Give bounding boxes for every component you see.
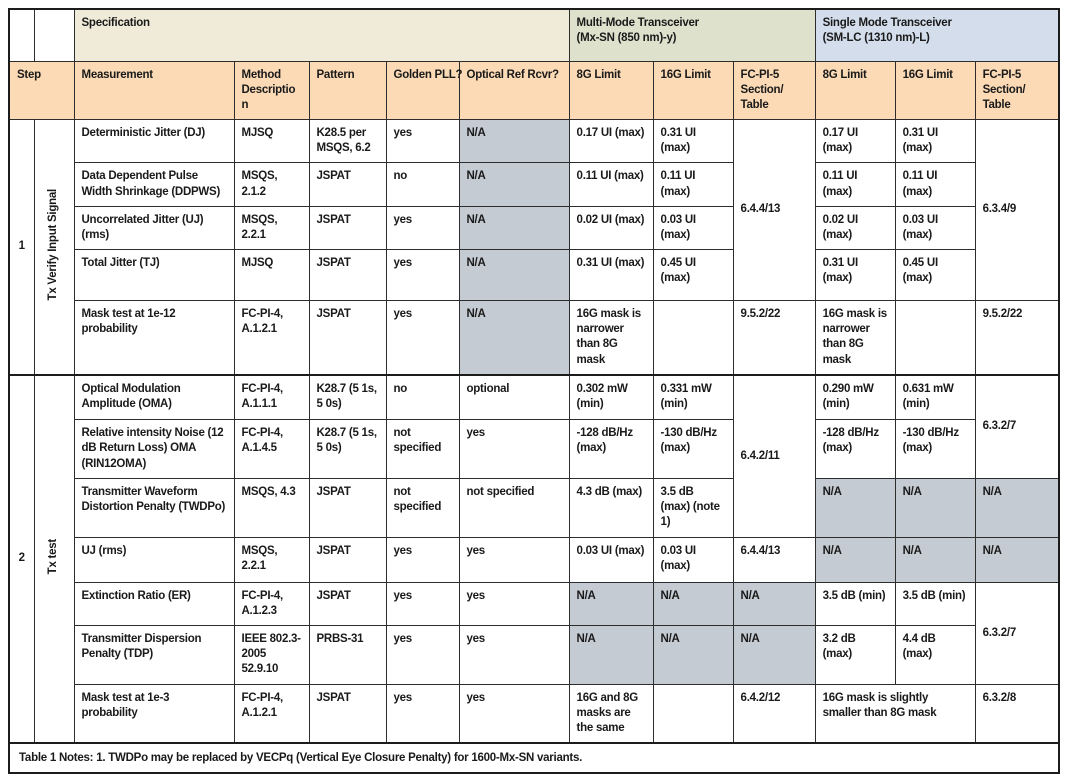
cell-sm-8g: 0.31 UI (max) <box>815 250 895 301</box>
cell-sm-16g <box>895 301 975 375</box>
cell-sm-16g: 0.31 UI (max) <box>895 120 975 163</box>
table-row <box>9 120 1059 163</box>
cell-mm-8g: 0.02 UI (max) <box>569 206 653 249</box>
cell-pattern: JSPAT <box>309 250 386 301</box>
corner-cell-sub <box>34 9 74 61</box>
cell-measurement: Uncorrelated Jitter (UJ) (rms) <box>74 206 234 249</box>
single-mode-group-header <box>815 9 1059 61</box>
cell-sm-limits-merged: 16G mask is slightly smaller than 8G mask <box>815 684 975 743</box>
multi-mode-group-header <box>569 9 815 61</box>
column-header-row <box>9 61 1059 120</box>
cell-mm-16g: 0.11 UI (max) <box>653 163 733 206</box>
cell-measurement: Extinction Ratio (ER) <box>74 582 234 625</box>
cell-sm-16g: 0.11 UI (max) <box>895 163 975 206</box>
cell-sm-8g: 16G mask is narrower than 8G mask <box>815 301 895 375</box>
cell-method: FC-PI-4, A.1.2.1 <box>234 301 309 375</box>
col-header-mm-fc: FC-PI-5 Section/ Table <box>733 61 815 120</box>
cell-mm-fc: 6.4.2/11 <box>733 375 815 538</box>
cell-mm-8g: 0.31 UI (max) <box>569 250 653 301</box>
table-row <box>9 537 1059 582</box>
cell-mm-8g: N/A <box>569 582 653 625</box>
cell-optical-ref: optional <box>459 375 569 420</box>
col-header-mm-16g: 16G Limit <box>653 61 733 120</box>
cell-mm-16g: -130 dB/Hz (max) <box>653 420 733 479</box>
cell-method: FC-PI-4, A.1.2.1 <box>234 684 309 743</box>
cell-pattern: JSPAT <box>309 163 386 206</box>
cell-sm-8g: -128 dB/Hz (max) <box>815 420 895 479</box>
cell-method: MSQS, 4.3 <box>234 478 309 537</box>
table-row <box>9 420 1059 479</box>
cell-sm-fc: N/A <box>975 537 1059 582</box>
col-header-method: Method Description <box>234 61 309 120</box>
cell-mm-fc: 9.5.2/22 <box>733 301 815 375</box>
cell-sm-8g: N/A <box>815 478 895 537</box>
cell-pattern: JSPAT <box>309 537 386 582</box>
step-number: 1 <box>9 120 34 375</box>
col-header-sm-8g: 8G Limit <box>815 61 895 120</box>
cell-sm-8g: 0.11 UI (max) <box>815 163 895 206</box>
cell-mm-8g: 16G mask is narrower than 8G mask <box>569 301 653 375</box>
cell-pattern: JSPAT <box>309 582 386 625</box>
col-header-optical-ref: Optical Ref Rcvr? <box>459 61 569 120</box>
cell-sm-16g: 4.4 dB (max) <box>895 626 975 685</box>
cell-mm-8g: N/A <box>569 626 653 685</box>
col-header-pattern: Pattern <box>309 61 386 120</box>
single-mode-title-line1: Single Mode Transceiver <box>822 17 952 29</box>
cell-mm-8g: 0.03 UI (max) <box>569 537 653 582</box>
cell-pattern: JSPAT <box>309 206 386 249</box>
cell-measurement: Relative intensity Noise (12 dB Return Loss) OMA (RIN12OMA) <box>74 420 234 479</box>
group-header-row <box>9 9 1059 61</box>
cell-mm-fc: N/A <box>733 626 815 685</box>
cell-sm-16g: N/A <box>895 478 975 537</box>
cell-sm-16g: 0.45 UI (max) <box>895 250 975 301</box>
cell-mm-16g: 3.5 dB (max) (note 1) <box>653 478 733 537</box>
cell-optical-ref: N/A <box>459 206 569 249</box>
cell-golden-pll: yes <box>386 626 459 685</box>
cell-sm-16g: -130 dB/Hz (max) <box>895 420 975 479</box>
table-row <box>9 163 1059 206</box>
cell-sm-8g: 0.02 UI (max) <box>815 206 895 249</box>
cell-pattern: JSPAT <box>309 478 386 537</box>
cell-golden-pll: yes <box>386 537 459 582</box>
cell-optical-ref: N/A <box>459 250 569 301</box>
table-row <box>9 582 1059 625</box>
cell-method: MJSQ <box>234 120 309 163</box>
cell-golden-pll: yes <box>386 301 459 375</box>
table-row <box>9 206 1059 249</box>
col-header-step: Step <box>9 61 74 120</box>
table-row <box>9 626 1059 685</box>
cell-golden-pll: no <box>386 375 459 420</box>
cell-mm-8g: 0.302 mW (min) <box>569 375 653 420</box>
cell-pattern: K28.7 (5 1s, 5 0s) <box>309 420 386 479</box>
table-row <box>9 301 1059 375</box>
cell-sm-fc: 6.3.2/7 <box>975 375 1059 479</box>
cell-pattern: JSPAT <box>309 301 386 375</box>
multi-mode-title-line1: Multi-Mode Transceiver <box>576 17 699 29</box>
cell-method: FC-PI-4, A.1.2.3 <box>234 582 309 625</box>
cell-sm-8g: N/A <box>815 537 895 582</box>
cell-sm-fc: 6.3.2/8 <box>975 684 1059 743</box>
cell-sm-16g: 3.5 dB (min) <box>895 582 975 625</box>
table-row <box>9 250 1059 301</box>
cell-pattern: PRBS-31 <box>309 626 386 685</box>
cell-measurement: Transmitter Dispersion Penalty (TDP) <box>74 626 234 685</box>
cell-sm-16g: N/A <box>895 537 975 582</box>
cell-method: MJSQ <box>234 250 309 301</box>
cell-golden-pll: no <box>386 163 459 206</box>
col-header-mm-8g: 8G Limit <box>569 61 653 120</box>
cell-golden-pll: yes <box>386 250 459 301</box>
cell-method: MSQS, 2.1.2 <box>234 163 309 206</box>
cell-sm-fc: 9.5.2/22 <box>975 301 1059 375</box>
cell-mm-16g: N/A <box>653 626 733 685</box>
cell-measurement: Mask test at 1e-12 probability <box>74 301 234 375</box>
table-row <box>9 375 1059 420</box>
cell-mm-16g: N/A <box>653 582 733 625</box>
cell-method: FC-PI-4, A.1.4.5 <box>234 420 309 479</box>
cell-measurement: Data Dependent Pulse Width Shrinkage (DDPWS) <box>74 163 234 206</box>
cell-method: MSQS, 2.2.1 <box>234 206 309 249</box>
step-number: 2 <box>9 375 34 743</box>
specification-group-header: Specification <box>74 9 569 61</box>
cell-optical-ref: N/A <box>459 120 569 163</box>
cell-method: MSQS, 2.2.1 <box>234 537 309 582</box>
cell-sm-fc: 6.3.2/7 <box>975 582 1059 684</box>
cell-sm-16g: 0.631 mW (min) <box>895 375 975 420</box>
cell-measurement: Deterministic Jitter (DJ) <box>74 120 234 163</box>
cell-optical-ref: yes <box>459 626 569 685</box>
table-notes-row <box>9 743 1059 773</box>
cell-measurement: Transmitter Waveform Distortion Penalty (TWDPo) <box>74 478 234 537</box>
cell-sm-8g: 0.290 mW (min) <box>815 375 895 420</box>
cell-mm-16g <box>653 301 733 375</box>
corner-cell-step <box>9 9 34 61</box>
single-mode-title-line2: (SM-LC (1310 nm)-L) <box>822 32 930 45</box>
cell-method: FC-PI-4, A.1.1.1 <box>234 375 309 420</box>
cell-mm-fc: 6.4.4/13 <box>733 120 815 301</box>
step-label-cell <box>34 375 74 743</box>
cell-sm-fc: N/A <box>975 478 1059 537</box>
cell-sm-8g: 3.5 dB (min) <box>815 582 895 625</box>
col-header-sm-16g: 16G Limit <box>895 61 975 120</box>
cell-pattern: K28.5 per MSQS, 6.2 <box>309 120 386 163</box>
cell-sm-8g: 0.17 UI (max) <box>815 120 895 163</box>
cell-mm-16g: 0.331 mW (min) <box>653 375 733 420</box>
cell-mm-8g: 0.11 UI (max) <box>569 163 653 206</box>
cell-golden-pll: yes <box>386 684 459 743</box>
cell-measurement: UJ (rms) <box>74 537 234 582</box>
col-header-sm-fc: FC-PI-5 Section/ Table <box>975 61 1059 120</box>
cell-sm-16g: 0.03 UI (max) <box>895 206 975 249</box>
cell-mm-8g: 16G and 8G masks are the same <box>569 684 653 743</box>
cell-optical-ref: yes <box>459 420 569 479</box>
cell-golden-pll: not specified <box>386 478 459 537</box>
transceiver-spec-table <box>8 8 1060 774</box>
cell-golden-pll: not specified <box>386 420 459 479</box>
cell-optical-ref: N/A <box>459 163 569 206</box>
cell-mm-16g: 0.45 UI (max) <box>653 250 733 301</box>
col-header-measurement: Measurement <box>74 61 234 120</box>
step-label-cell <box>34 120 74 375</box>
table-row <box>9 478 1059 537</box>
table-notes: Table 1 Notes: 1. TWDPo may be replaced by VECPq (Vertical Eye Closure Penalty) for 1600-Mx-SN variants. <box>9 743 1059 773</box>
cell-golden-pll: yes <box>386 582 459 625</box>
step-label-vertical-text: Tx Verify Input Signal <box>47 188 60 300</box>
cell-optical-ref: not specified <box>459 478 569 537</box>
cell-pattern: JSPAT <box>309 684 386 743</box>
cell-mm-fc: 6.4.4/13 <box>733 537 815 582</box>
col-header-golden-pll: Golden PLL? <box>386 61 459 120</box>
cell-sm-fc: 6.3.4/9 <box>975 120 1059 301</box>
cell-golden-pll: yes <box>386 206 459 249</box>
cell-measurement: Mask test at 1e-3 probability <box>74 684 234 743</box>
cell-mm-16g: 0.31 UI (max) <box>653 120 733 163</box>
cell-mm-16g: 0.03 UI (max) <box>653 206 733 249</box>
cell-method: IEEE 802.3-2005 52.9.10 <box>234 626 309 685</box>
cell-mm-16g <box>653 684 733 743</box>
table-row <box>9 684 1059 743</box>
step-label-vertical-text: Tx test <box>47 538 60 574</box>
cell-measurement: Optical Modulation Amplitude (OMA) <box>74 375 234 420</box>
cell-mm-fc: 6.4.2/12 <box>733 684 815 743</box>
cell-sm-8g: 3.2 dB (max) <box>815 626 895 685</box>
cell-optical-ref: yes <box>459 684 569 743</box>
cell-pattern: K28.7 (5 1s, 5 0s) <box>309 375 386 420</box>
cell-golden-pll: yes <box>386 120 459 163</box>
cell-mm-8g: -128 dB/Hz (max) <box>569 420 653 479</box>
cell-measurement: Total Jitter (TJ) <box>74 250 234 301</box>
cell-optical-ref: yes <box>459 582 569 625</box>
cell-optical-ref: N/A <box>459 301 569 375</box>
cell-mm-16g: 0.03 UI (max) <box>653 537 733 582</box>
multi-mode-title-line2: (Mx-SN (850 nm)-y) <box>576 32 677 45</box>
cell-mm-8g: 0.17 UI (max) <box>569 120 653 163</box>
cell-mm-fc: N/A <box>733 582 815 625</box>
cell-optical-ref: yes <box>459 537 569 582</box>
cell-mm-8g: 4.3 dB (max) <box>569 478 653 537</box>
